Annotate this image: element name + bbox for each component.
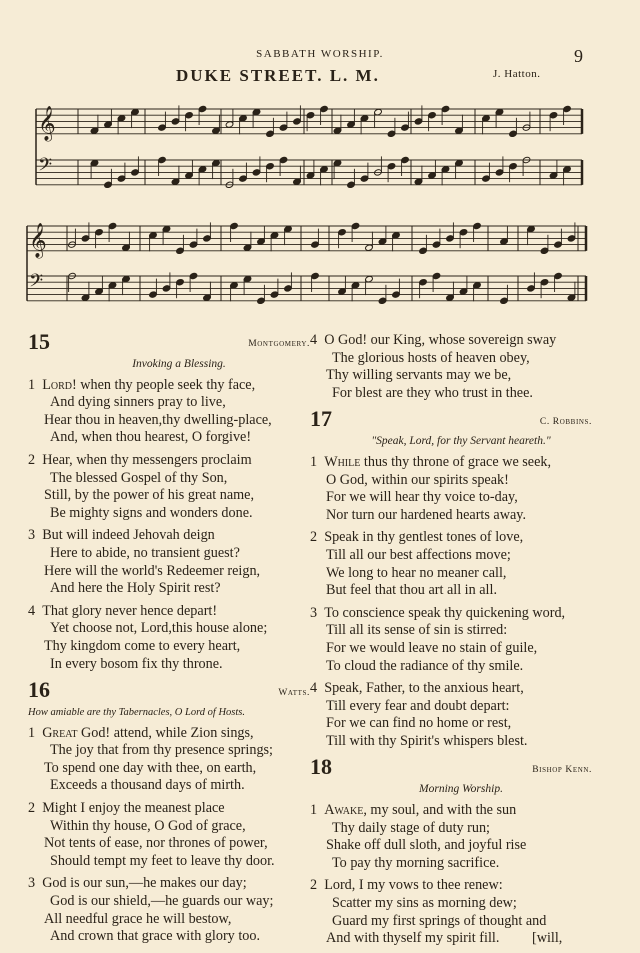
hymn-subtitle: Invoking a Blessing. <box>132 358 226 370</box>
right-column <box>310 332 592 953</box>
hymn-16 <box>28 678 310 946</box>
hymn-number: 18 <box>310 754 332 780</box>
stanza: 1 Great God! attend, while Zion sings, The joy that from thy presence springs; To spend one day with thee, on earth, Exceeds a thousand days of mirth. <box>28 724 274 794</box>
hymn-author: Montgomery. <box>248 339 310 350</box>
hymn-17 <box>310 407 592 750</box>
stanza: 2 Might I enjoy the meanest place Within thy house, O God of grace, Not tents of ease, nor thrones of power, Should tempt my feet to leave thy door. <box>28 800 275 869</box>
stanza: 3 God is our sun,—he makes our day; God is our shield,—he guards our way; All needful grace he will bestow, And crown that grace with glory too. <box>28 875 274 945</box>
hymn-author: C. Robbins. <box>539 416 592 427</box>
bass-clef-icon: 𝄢 <box>38 155 53 180</box>
hymn-subtitle: How amiable are thy Tabernacles, O Lord of Hosts. <box>28 707 246 719</box>
stanza-first-word: Awake <box>324 802 364 819</box>
stanza: 3 But will indeed Jehovah deign Here to abide, no transient guest? Here will the world's Redeemer reign, And here the Holy Spirit rest? <box>28 527 261 597</box>
hymn-subtitle: Morning Worship. <box>419 783 503 796</box>
tune-composer: J. Hatton. <box>493 68 541 80</box>
hymn-15 <box>28 330 310 673</box>
continuation-mark: [will, <box>532 930 563 947</box>
stanza-first-word: Lord <box>42 376 72 393</box>
bass-clef-icon: 𝄢 <box>29 271 44 296</box>
music-score <box>0 0 640 330</box>
stanza: 1 Lord! when thy people seek thy face, And dying sinners pray to live, Hear thou in heaven,thy dwelling-place, And, when thou hearest, O forgive! <box>28 376 272 446</box>
treble-clef-icon: 𝄞 <box>38 106 56 141</box>
stanza: 4 That glory never hence depart! Yet choose not, Lord,this house alone; Thy kingdom come to every heart, In every bosom fix thy throne. <box>28 602 268 672</box>
hymn-18 <box>310 755 592 947</box>
tune-title: DUKE STREET. L. M. <box>176 66 380 85</box>
hymn-author: Watts. <box>278 687 310 698</box>
left-column <box>28 330 310 951</box>
hymn-number: 16 <box>28 677 50 703</box>
treble-clef-icon: 𝄞 <box>29 223 47 258</box>
stanza: 1 While thus thy throne of grace we seek, O God, within our spirits speak! For we will hear thy voice to-day, Nor turn our hardened hearts away. <box>310 453 552 523</box>
page-number: 9 <box>574 46 583 66</box>
stanza-first-word: Great <box>42 724 78 741</box>
hymn-subtitle: "Speak, Lord, for thy Servant heareth." <box>371 435 551 448</box>
hymn-author: Bishop Kenn. <box>532 764 592 775</box>
stanza: 2 Lord, I my vows to thee renew: Scatter my sins as morning dew; Guard my first springs of thought and And with thyself my spirit fill. [will, <box>310 877 563 947</box>
stanza: 4 Speak, Father, to the anxious heart, Till every fear and doubt depart: For we can find no home or rest, Till with thy Spirit's whispers blest. <box>310 680 528 749</box>
hymn-number: 15 <box>28 329 50 354</box>
stanza: 2 Speak in thy gentlest tones of love, Till all our best affections move; We long to hear no meaner call, But feel that thou art all in all. <box>310 529 524 599</box>
running-head: SABBATH WORSHIP. <box>256 48 384 60</box>
stanza: 2 Hear, when thy messengers proclaim The blessed Gospel of thy Son, Still, by the power of his great name, Be mighty signs and wonders done. <box>28 451 255 521</box>
stanza: 1 Awake, my soul, and with the sun Thy daily stage of duty run; Shake off dull sloth, and joyful rise To pay thy morning sacrifice. <box>310 802 527 871</box>
stanza: 4 O God! our King, whose sovereign sway The glorious hosts of heaven obey, Thy willing servants may we be, For blest are they who trust in thee. <box>310 332 557 401</box>
stanza-first-word: While <box>324 453 361 470</box>
stanza: 3 To conscience speak thy quickening word, Till all its sense of sin is stirred: For we would leave no stain of guile, To cloud the radiance of thy smile. <box>310 604 566 674</box>
hymn-number: 17 <box>310 406 332 432</box>
